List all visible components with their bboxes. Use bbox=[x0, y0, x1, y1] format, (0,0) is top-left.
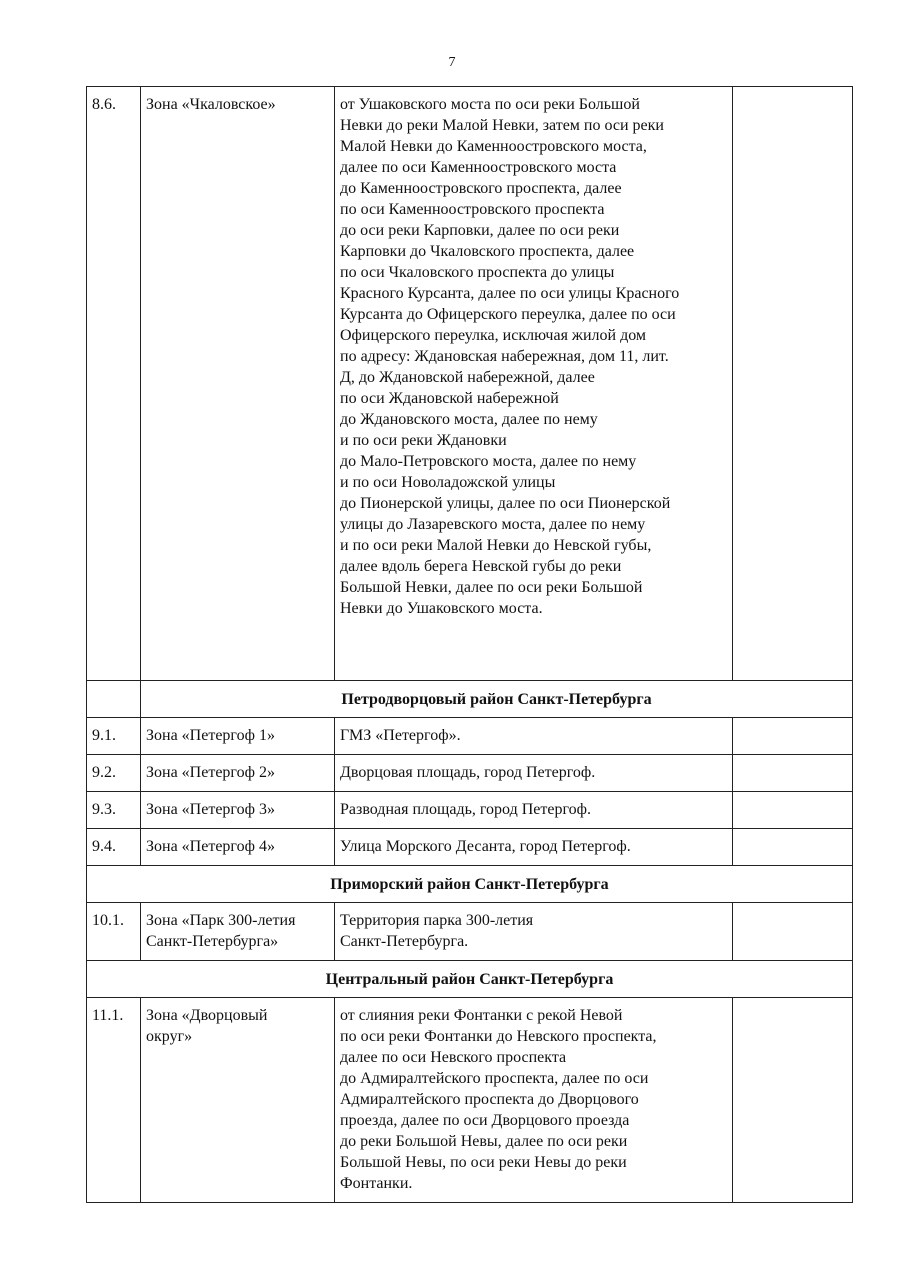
zone-name-cell: Зона «Петергоф 4» bbox=[141, 829, 335, 866]
row-number-cell: 8.6. bbox=[87, 87, 141, 681]
section-heading: Приморский район Санкт-Петербурга bbox=[87, 866, 853, 903]
section-row bbox=[87, 866, 853, 903]
zone-name-cell: Зона «Петергоф 1» bbox=[141, 718, 335, 755]
empty-cell bbox=[733, 903, 853, 961]
zone-name-cell: Зона «Петергоф 2» bbox=[141, 755, 335, 792]
zone-name-cell: Зона «Дворцовый округ» bbox=[141, 998, 335, 1203]
zone-boundary-cell: Дворцовая площадь, город Петергоф. bbox=[335, 755, 733, 792]
zones-table bbox=[86, 86, 853, 1203]
table-row bbox=[87, 998, 853, 1203]
table-row bbox=[87, 792, 853, 829]
empty-cell bbox=[87, 681, 141, 718]
empty-cell bbox=[733, 792, 853, 829]
page-number: 7 bbox=[448, 55, 456, 70]
zone-name-cell: Зона «Петергоф 3» bbox=[141, 792, 335, 829]
empty-cell bbox=[733, 829, 853, 866]
zone-name-cell: Зона «Парк 300-летия Санкт-Петербурга» bbox=[141, 903, 335, 961]
row-number-cell: 11.1. bbox=[87, 998, 141, 1203]
row-number-cell: 9.2. bbox=[87, 755, 141, 792]
zone-boundary-cell: от Ушаковского моста по оси реки Большой Невки до реки Малой Невки, затем по оси реки Малой Невки до Каменноостровского моста, далее по оси Каменноостровского моста до Каменноостровского проспекта, далее по оси Каменноостровского проспекта до оси реки Карповки, далее по оси реки Карповки до Чкаловского проспекта, далее по оси Чкаловского проспекта до улицы Красного Курсанта, далее по оси улицы Красного Курсанта до Офицерского переулка, далее по оси Офицерского переулка, исключая жилой дом по адресу: Ждановская набережная, дом 11, лит. Д, до Ждановской набережной, далее по оси Ждановской набережной до Ждановского моста, далее по нему и по оси реки Ждановки до Мало-Петровского моста, далее по нему и по оси Новоладожской улицы до Пионерской улицы, далее по оси Пионерской улицы до Лазаревского моста, далее по нему и по оси реки Малой Невки до Невской губы, далее вдоль берега Невской губы до реки Большой Невки, далее по оси реки Большой Невки до Ушаковского моста. bbox=[335, 87, 733, 681]
zone-boundary-cell: Улица Морского Десанта, город Петергоф. bbox=[335, 829, 733, 866]
zone-boundary-cell: Разводная площадь, город Петергоф. bbox=[335, 792, 733, 829]
row-number-cell: 9.3. bbox=[87, 792, 141, 829]
empty-cell bbox=[733, 998, 853, 1203]
row-number-cell: 10.1. bbox=[87, 903, 141, 961]
section-row bbox=[87, 681, 853, 718]
table-row bbox=[87, 718, 853, 755]
empty-cell bbox=[733, 755, 853, 792]
table-row bbox=[87, 829, 853, 866]
table-row bbox=[87, 87, 853, 681]
zone-name-cell: Зона «Чкаловское» bbox=[141, 87, 335, 681]
row-number-cell: 9.4. bbox=[87, 829, 141, 866]
section-heading: Петродворцовый район Санкт-Петербурга bbox=[141, 681, 853, 718]
row-number-cell: 9.1. bbox=[87, 718, 141, 755]
empty-cell bbox=[733, 718, 853, 755]
section-row bbox=[87, 961, 853, 998]
table-row bbox=[87, 755, 853, 792]
zone-boundary-cell: от слияния реки Фонтанки с рекой Невой по оси реки Фонтанки до Невского проспекта, далее по оси Невского проспекта до Адмиралтейского проспекта, далее по оси Адмиралтейского проспекта до Дворцового проезда, далее по оси Дворцового проезда до реки Большой Невы, далее по оси реки Большой Невы, по оси реки Невы до реки Фонтанки. bbox=[335, 998, 733, 1203]
empty-cell bbox=[733, 87, 853, 681]
section-heading: Центральный район Санкт-Петербурга bbox=[87, 961, 853, 998]
table-row bbox=[87, 903, 853, 961]
zone-boundary-cell: Территория парка 300-летия Санкт-Петербурга. bbox=[335, 903, 733, 961]
zone-boundary-cell: ГМЗ «Петергоф». bbox=[335, 718, 733, 755]
